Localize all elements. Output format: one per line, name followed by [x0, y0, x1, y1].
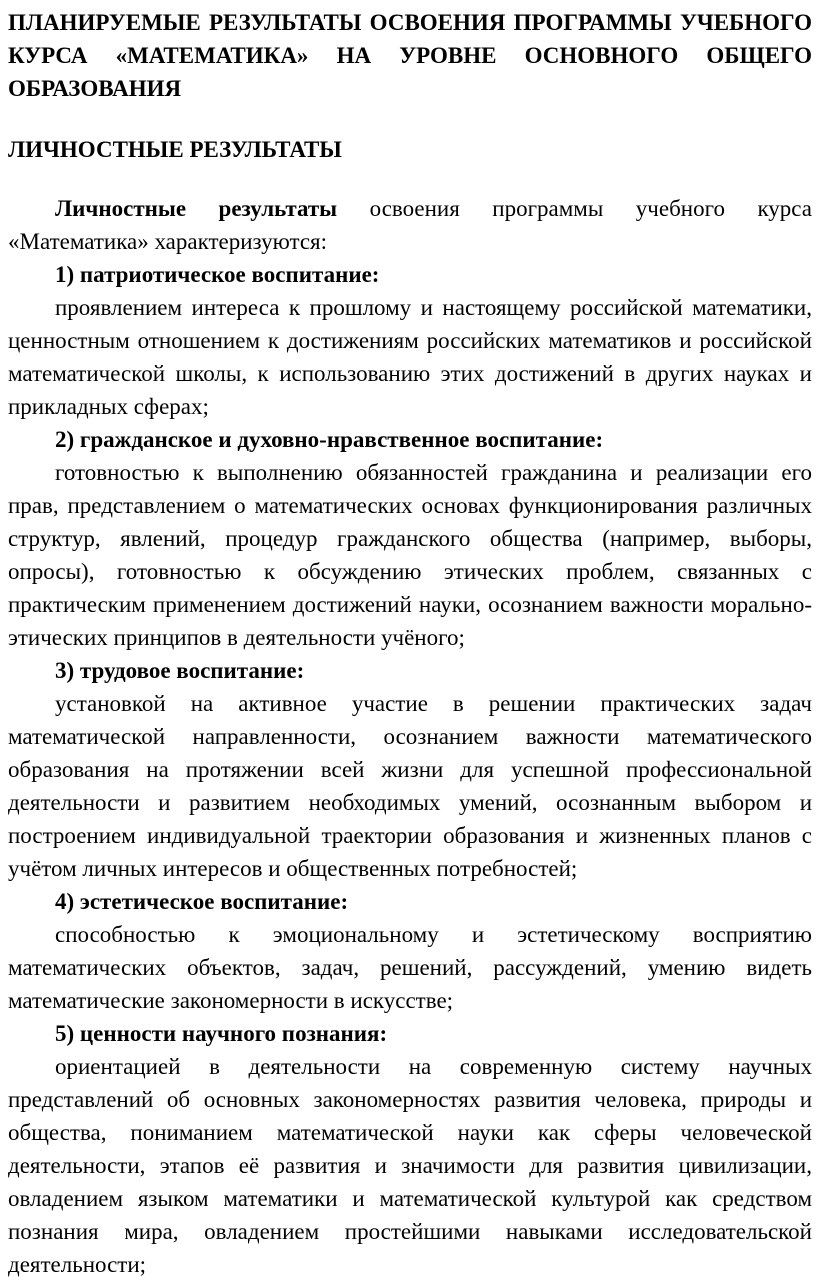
intro-bold-term: Личностные результаты	[55, 196, 338, 221]
item-text-2: готовностью к выполнению обязанностей гражданина и реализации его прав, представлением о математических основах функционирования различных структур, явлений, процедур гражданского общества (например, выборы, опросы), готовностью к обсуждению этических проблем, связанных с практическим применением достижений науки, осознанием важности морально-этических принципов в деятельности учёного;	[8, 460, 812, 650]
item-text-4: способностью к эмоциональному и эстетическому восприятию математических объектов, задач, решений, рассуждений, умению видеть математические закономерности в искусстве;	[8, 922, 812, 1013]
intro-paragraph	[8, 192, 812, 258]
item-text-3: установкой на активное участие в решении практических задач математической направленности, осознанием важности математического образования на протяжении всей жизни для успешной профессиональной деятельности и развитием необходимых умений, осознанным выбором и построением индивидуальной траектории образования и жизненных планов с учётом личных интересов и общественных потребностей;	[8, 691, 812, 881]
item-heading-4: 4) эстетическое воспитание:	[55, 889, 349, 914]
document-title: ПЛАНИРУЕМЫЕ РЕЗУЛЬТАТЫ ОСВОЕНИЯ ПРОГРАММЫ УЧЕБНОГО КУРСА «МАТЕМАТИКА» НА УРОВНЕ ОСНОВНОГО ОБЩЕГО ОБРАЗОВАНИЯ	[8, 10, 812, 101]
item-heading-1: 1) патриотическое воспитание:	[55, 262, 380, 287]
item-heading-3: 3) трудовое воспитание:	[55, 658, 305, 683]
item-heading-5: 5) ценности научного познания:	[55, 1021, 388, 1046]
item-heading-2: 2) гражданское и духовно-нравственное воспитание:	[55, 427, 604, 452]
intro-text: освоения программы учебного курса «Математика» характеризуются:	[8, 196, 812, 254]
section-title: ЛИЧНОСТНЫЕ РЕЗУЛЬТАТЫ	[8, 137, 342, 162]
item-text-5: ориентацией в деятельности на современную систему научных представлений об основных закономерностях развития человека, природы и общества, пониманием математической науки как сферы человеческой деятельности, этапов её развития и значимости для развития цивилизации, овладением языком математики и математической культурой как средством познания мира, овладением простейшими навыками исследовательской деятельности;	[8, 1054, 812, 1277]
item-text-1: проявлением интереса к прошлому и настоящему российской математики, ценностным отношением к достижениям российских математиков и российской математической школы, к использованию этих достижений в других науках и прикладных сферах;	[8, 295, 812, 419]
